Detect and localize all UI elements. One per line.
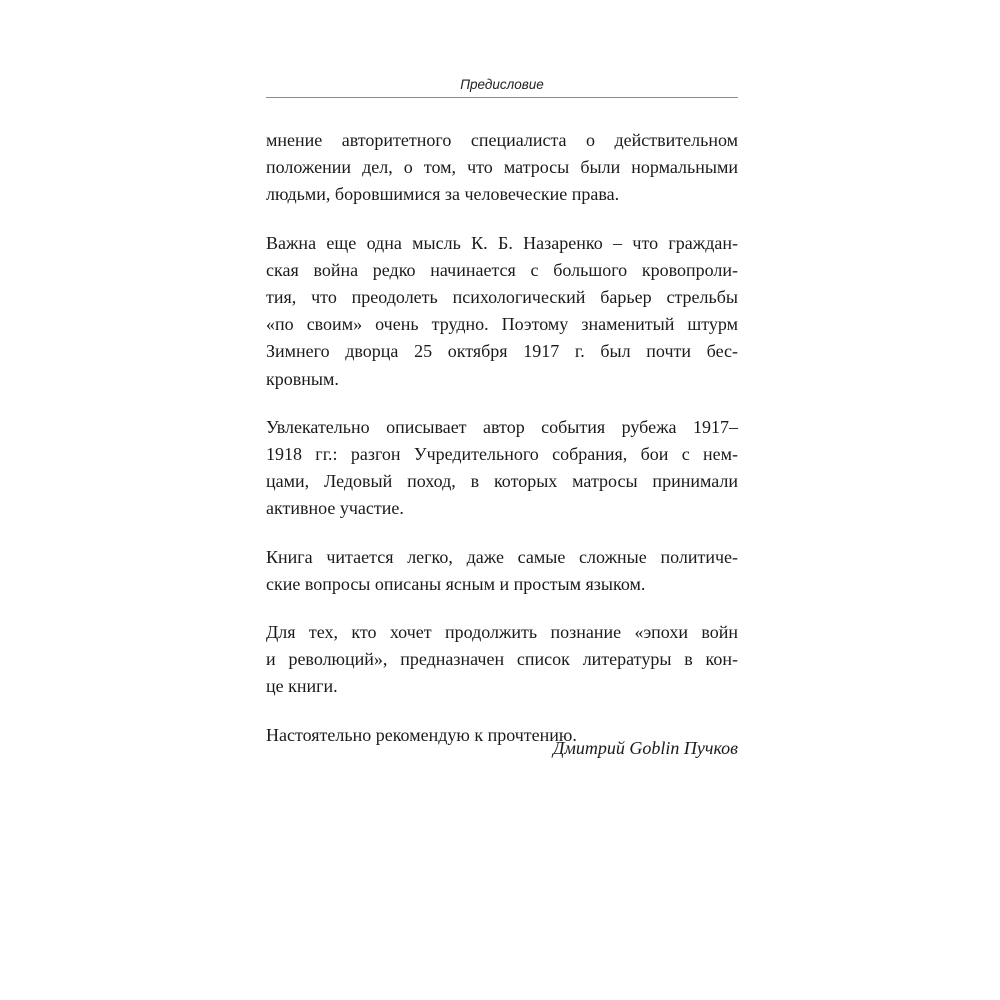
text-line: тия, что преодолеть психологический барьер стрельбы [266,287,738,308]
text-line: 1918 гг.: разгон Учредительного собрания, бои с нем- [266,444,738,465]
text-line: Книга читается легко, даже самые сложные политиче- [266,546,738,567]
paragraph [266,619,738,701]
body-text [266,127,738,770]
paragraph [266,230,738,393]
text-line: Настоятельно рекомендую к прочтению. [266,724,577,745]
text-line: цами, Ледовый поход, в которых матросы принимали [266,471,738,492]
text-line: Зимнего дворца 25 октября 1917 г. был почти бес- [266,341,738,362]
text-line: ская война редко начинается с большого кровопроли- [266,259,738,280]
text-line: Увлекательно описывает автор события рубежа 1917– [266,416,738,437]
text-line: людьми, боровшимися за человеческие права. [266,184,620,205]
text-line: Для тех, кто хочет продолжить познание «эпохи войн [266,622,738,643]
header-rule [266,97,738,98]
text-line: и революций», предназначен список литературы в кон- [266,649,738,670]
running-head: Предисловие [460,77,544,92]
author-signature: Дмитрий Goblin Пучков [552,738,738,758]
text-line: кровным. [266,368,339,389]
text-line: положении дел, о том, что матросы были нормальными [266,157,738,178]
text-line: Важна еще одна мысль К. Б. Назаренко – что граждан- [266,232,738,253]
text-line: «по своим» очень трудно. Поэтому знаменитый штурм [266,314,738,335]
paragraph [266,414,738,523]
text-line: активное участие. [266,498,404,519]
paragraph [266,544,738,598]
text-line: мнение авторитетного специалиста о действительном [266,130,738,150]
paragraph [266,127,738,209]
text-line: ские вопросы описаны ясным и простым языком. [266,573,646,594]
text-line: це книги. [266,676,338,697]
